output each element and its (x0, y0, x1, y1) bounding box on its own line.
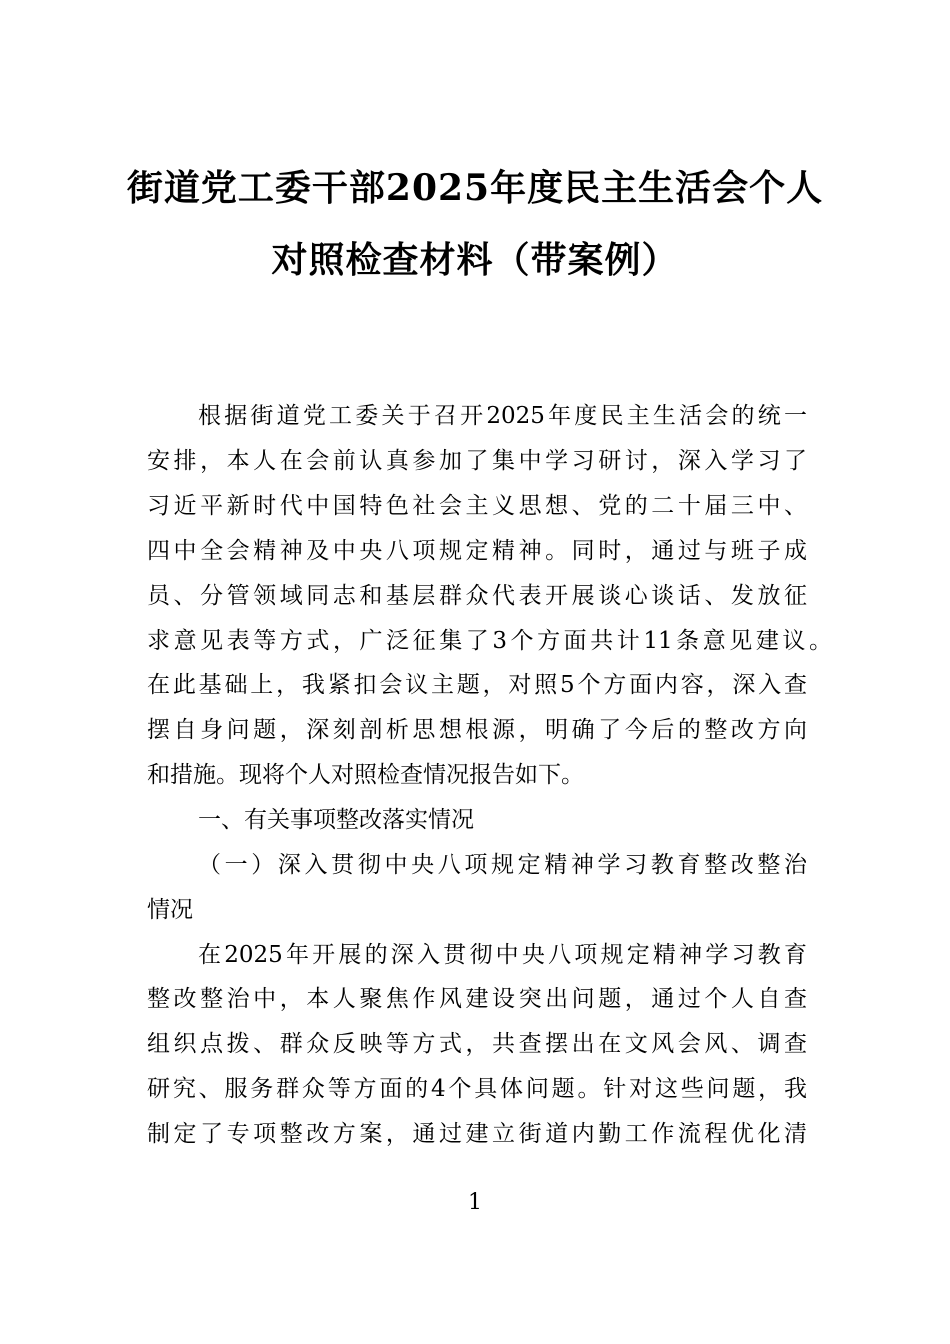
section-heading: 一、有关事项整改落实情况 (198, 807, 474, 833)
paragraph-line: 整改整治中，本人聚焦作风建设突出问题，通过个人自查 (147, 986, 807, 1012)
document-title-line-1: 街道党工委干部2025年度民主生活会个人 (126, 167, 824, 209)
paragraph-line: 习近平新时代中国特色社会主义思想、党的二十届三中、 (147, 493, 807, 519)
subsection-heading-line: （一）深入贯彻中央八项规定精神学习教育整改整治 (198, 852, 807, 878)
paragraph-line: 在此基础上，我紧扣会议主题，对照5个方面内容，深入查 (147, 672, 807, 698)
page-number: 1 (468, 1190, 482, 1215)
paragraph-line: 摆自身问题，深刻剖析思想根源，明确了今后的整改方向 (147, 717, 807, 743)
paragraph-line: 根据街道党工委关于召开2025年度民主生活会的统一 (198, 403, 807, 429)
paragraph-line: 四中全会精神及中央八项规定精神。同时，通过与班子成 (147, 538, 807, 564)
paragraph-line: 安排，本人在会前认真参加了集中学习研讨，深入学习了 (147, 448, 807, 474)
paragraph-line: 制定了专项整改方案，通过建立街道内勤工作流程优化清 (147, 1121, 807, 1147)
paragraph-line: 和措施。现将个人对照检查情况报告如下。 (147, 762, 584, 788)
subsection-heading-line: 情况 (147, 897, 193, 923)
paragraph-line: 在2025年开展的深入贯彻中央八项规定精神学习教育 (198, 942, 807, 968)
paragraph-line: 员、分管领域同志和基层群众代表开展谈心谈话、发放征 (147, 583, 807, 609)
document-title-line-2: 对照检查材料（带案例） (271, 239, 679, 281)
paragraph-line: 组织点拨、群众反映等方式，共查摆出在文风会风、调查 (147, 1031, 807, 1057)
paragraph-line: 求意见表等方式，广泛征集了3个方面共计11条意见建议。 (147, 628, 832, 654)
paragraph-line: 研究、服务群众等方面的4个具体问题。针对这些问题，我 (147, 1076, 807, 1102)
